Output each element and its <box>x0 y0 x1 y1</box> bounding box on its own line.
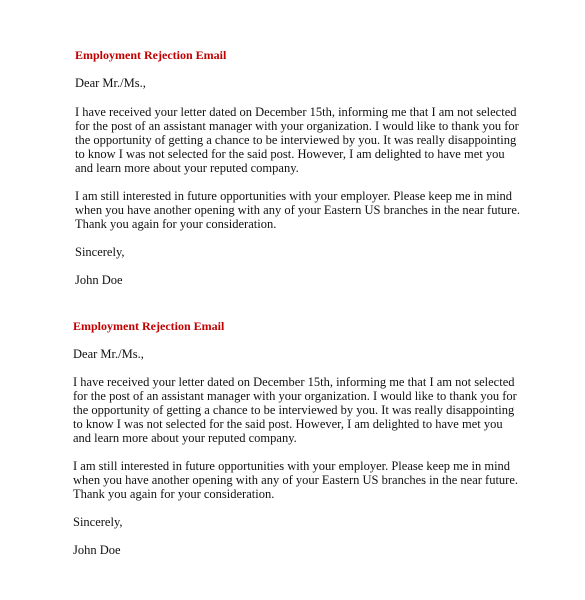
paragraph-1-line: I have received your letter dated on December 15th, informing me that I am not selected <box>73 375 515 389</box>
closing: Sincerely, <box>75 245 125 259</box>
paragraph-2-line: when you have another opening with any of your Eastern US branches in the near future. <box>73 473 519 487</box>
paragraph-2-line: Thank you again for your consideration. <box>75 217 277 231</box>
salutation: Dear Mr./Ms., <box>75 76 146 90</box>
salutation: Dear Mr./Ms., <box>73 347 144 361</box>
paragraph-2-line: I am still interested in future opportunities with your employer. Please keep me in mind <box>73 459 511 473</box>
paragraph-1-line: for the post of an assistant manager with your organization. I would like to thank you for <box>75 119 519 133</box>
paragraph-1-line: and learn more about your reputed company. <box>75 161 299 175</box>
paragraph-2-line: I am still interested in future opportunities with your employer. Please keep me in mind <box>75 189 513 203</box>
letter-title: Employment Rejection Email <box>75 48 227 62</box>
paragraph-1-line: the opportunity of getting a chance to be interviewed by you. It was really disappointing <box>75 133 517 147</box>
paragraph-2-line: Thank you again for your consideration. <box>73 487 275 501</box>
closing: Sincerely, <box>73 515 123 529</box>
letter-title: Employment Rejection Email <box>73 319 225 333</box>
paragraph-1-line: and learn more about your reputed company. <box>73 431 297 445</box>
paragraph-2-line: when you have another opening with any of your Eastern US branches in the near future. <box>75 203 521 217</box>
paragraph-1-line: for the post of an assistant manager with your organization. I would like to thank you for <box>73 389 517 403</box>
paragraph-1-line: to know I was not selected for the said post. However, I am delighted to have met you <box>73 417 503 431</box>
signature: John Doe <box>75 273 123 287</box>
signature: John Doe <box>73 543 121 557</box>
paragraph-1-line: to know I was not selected for the said post. However, I am delighted to have met you <box>75 147 505 161</box>
paragraph-1-line: the opportunity of getting a chance to be interviewed by you. It was really disappointing <box>73 403 515 417</box>
paragraph-1-line: I have received your letter dated on December 15th, informing me that I am not selected <box>75 105 517 119</box>
